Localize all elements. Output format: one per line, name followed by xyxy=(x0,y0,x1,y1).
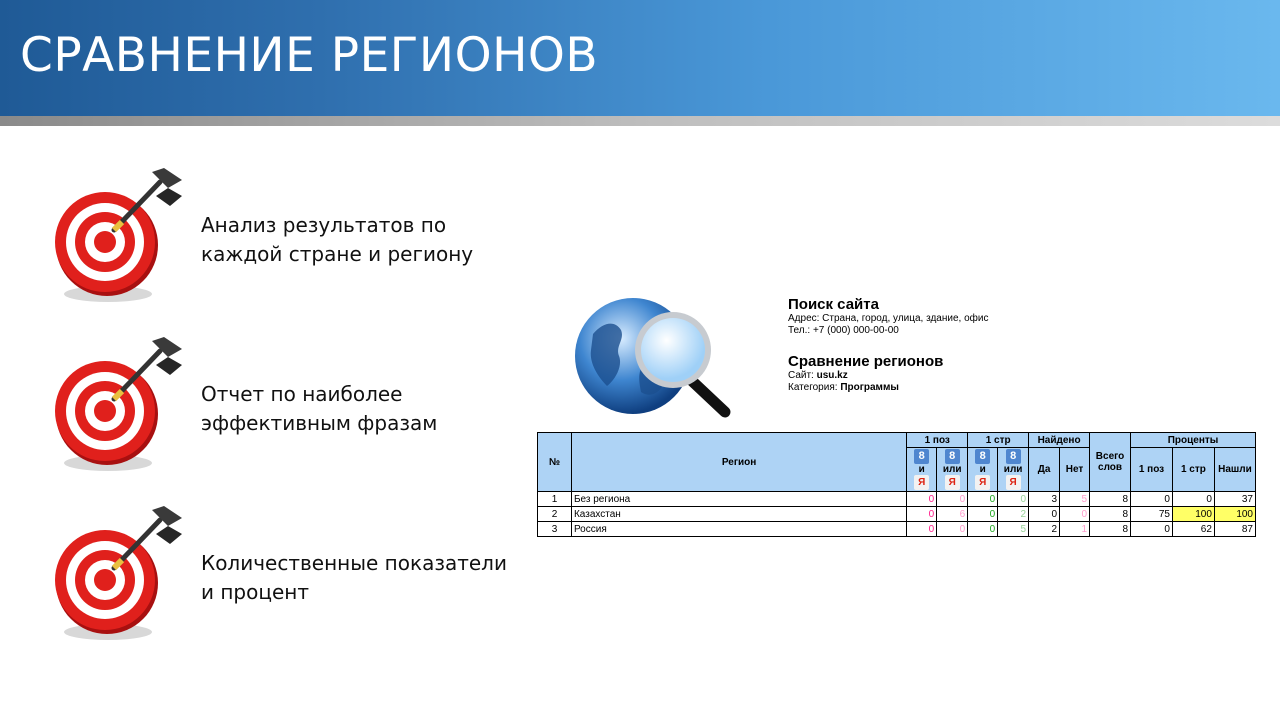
regions-table xyxy=(537,432,1256,537)
site-heading: Поиск сайта xyxy=(788,296,879,313)
table-header-row xyxy=(538,433,1256,448)
col-total: Всего слов xyxy=(1090,433,1131,492)
target-dart-icon xyxy=(52,504,192,644)
bullet-text: Отчет по наиболее эффективным фразам xyxy=(201,382,438,435)
col-page1: 1 стр xyxy=(968,433,1029,448)
site-line: Сайт: usu.kz xyxy=(788,370,848,381)
slide-title: СРАВНЕНИЕ РЕГИОНОВ xyxy=(20,28,599,83)
target-dart-icon xyxy=(52,166,192,306)
col-pos1-and: 8 и Я xyxy=(907,448,937,492)
col-yes: Да xyxy=(1029,448,1060,492)
category-line: Категория: Программы xyxy=(788,382,899,393)
yandex-icon: Я xyxy=(914,475,929,490)
title-divider xyxy=(0,116,1280,126)
report-title: Сравнение регионов xyxy=(788,353,944,370)
phone-text: Тел.: +7 (000) 000-00-00 xyxy=(788,325,899,336)
bullet-text: Анализ результатов по каждой стране и региону xyxy=(201,213,474,266)
google-icon: 8 xyxy=(1006,449,1021,464)
report-preview xyxy=(537,290,1257,550)
address-text: Адрес: Страна, город, улица, здание, офис xyxy=(788,313,989,324)
bullet-item xyxy=(52,335,512,475)
yandex-icon: Я xyxy=(975,475,990,490)
title-bar xyxy=(0,0,1280,116)
google-icon: 8 xyxy=(975,449,990,464)
bullet-text: Количественные показатели и процент xyxy=(201,551,507,604)
col-pos1-or: 8 или Я xyxy=(937,448,968,492)
col-page1-and: 8 и Я xyxy=(968,448,998,492)
col-p-pos1: 1 поз xyxy=(1131,448,1173,492)
bullet-item xyxy=(52,166,512,306)
col-p-page1: 1 стр xyxy=(1172,448,1214,492)
col-found: Найдено xyxy=(1029,433,1090,448)
table-row: 1 Без региона 0 0 0 0 3 5 8 0 0 37 xyxy=(538,492,1256,507)
col-pos1: 1 поз xyxy=(907,433,968,448)
report-info xyxy=(788,296,988,394)
col-percent: Проценты xyxy=(1131,433,1256,448)
col-p-found: Нашли xyxy=(1214,448,1255,492)
col-no-found: Нет xyxy=(1060,448,1090,492)
table-row: 2 Казахстан 0 6 0 2 0 0 8 75 100 100 xyxy=(538,507,1256,522)
yandex-icon: Я xyxy=(1006,475,1021,490)
globe-magnifier-icon xyxy=(575,294,735,419)
table-row: 3 Россия 0 0 0 5 2 1 8 0 62 87 xyxy=(538,522,1256,537)
col-page1-or: 8 или Я xyxy=(998,448,1029,492)
col-no: № xyxy=(538,433,572,492)
col-region: Регион xyxy=(571,433,906,492)
bullet-item xyxy=(52,504,512,644)
yandex-icon: Я xyxy=(945,475,960,490)
google-icon: 8 xyxy=(914,449,929,464)
target-dart-icon xyxy=(52,335,192,475)
google-icon: 8 xyxy=(945,449,960,464)
